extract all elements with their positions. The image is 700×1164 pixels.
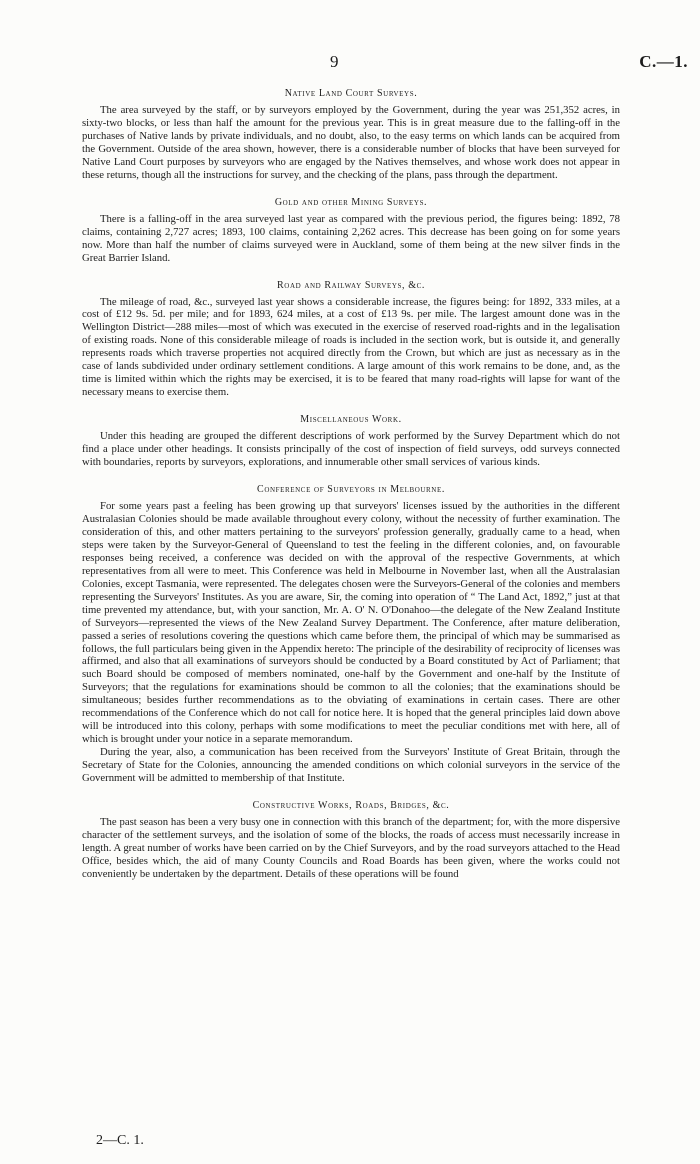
paragraph: There is a falling-off in the area surveyed last year as compared with the previous period, the figures being: 1892, 78 claims, containing 2,727 acres; 1893, 100 claims, containing 2,262 acres. This decrease has been going on for some years now. More than half the number of claims surveyed were in Auckland, some of them being at the new silver finds in the Great Barrier Island. (82, 212, 620, 264)
document-reference: C.—1. (639, 52, 688, 71)
paragraph: For some years past a feeling has been growing up that surveyors' licenses issued by the authorities in the different Australasian Colonies should be made available throughout every colony, without the necessity of further examination. The consideration of this, and other matters pertaining to the surveyors' profession generally, gradually came to a head, when steps were taken by the Surveyor-General of Queensland to test the feeling in the different colonies, and, on favourable responses being received, a conference was decided on with the approval of the respective Governments, at which representatives from all were to meet. This Conference was held in Melbourne in November last, when all the Australasian Colonies, except Tasmania, were represented. The delegates chosen were the Surveyors-General of the colonies and members representing the Surveyors' Institutes. As you are aware, Sir, the coming into operation of “ The Land Act, 1892,” just at that time prevented my attendance, but, with your sanction, Mr. A. O' N. O'Donahoo—the delegate of the New Zealand Institute of Surveyors—represented the views of the New Zealand Survey Department. The Conference, after mature deliberation, passed a series of resolutions covering the questions which came before them, the principal of which may be summarised as follows, the full particulars being given in the Appendix hereto: The principle of the desirability of reciprocity of licenses was affirmed, and also that all examinations of surveyors should be conducted by a Board constituted by Act of Parliament; that such Board should be composed of members nominated, one-half by the Government and one-half by the Institute of Surveyors; that the regulations for examinations should be common to all the colonies; that the examinations should be simultaneous; besides further recommendations as to the obviating of examinations in certain cases. There are other recommendations of the Conference which do not call for notice here. It is hoped that the general principles laid down above will be introduced into this colony, perhaps with some modifications to meet the peculiar conditions met with here, all of which is brought under your notice in a separate memorandum. (82, 500, 620, 746)
section-heading: Constructive Works, Roads, Bridges, &c. (252, 799, 450, 811)
section-heading: Native Land Court Surveys. (284, 88, 418, 99)
paragraph: During the year, also, a communication has been received from the Surveyors' Institute of Great Britain, through the Secretary of State for the Colonies, announcing the amended conditions on which colonial surveyors in the service of the Government will be admitted to membership of that Institute. (82, 746, 620, 785)
section-heading: Gold and other Mining Surveys. (274, 196, 428, 208)
section-heading: Miscellaneous Work. (300, 414, 402, 426)
section-conference (82, 484, 620, 785)
signature-mark: 2—C. 1. (96, 1133, 144, 1148)
section-native-land-court (82, 88, 620, 182)
section-heading: Conference of Surveyors in Melbourne. (257, 484, 445, 496)
section-mining-surveys (82, 197, 620, 265)
section-heading: Road and Railway Surveys, &c. (277, 279, 425, 291)
section-constructive-works (82, 800, 620, 881)
paragraph: The past season has been a very busy one in connection with this branch of the department; for, with the more dispersive character of the settlement surveys, and the isolation of some of the blocks, the roads of access must necessarily increase in length. A great number of works have been carried on by the Chief Surveyors, and by the road surveyors attached to the Head Office, besides which, the aid of many County Councils and Road Boards has been given, where the works could not conveniently be undertaken by the department. Details of these operations will be found (82, 815, 620, 880)
paragraph: The area surveyed by the staff, or by surveyors employed by the Government, during the year was 251,352 acres, in sixty-two blocks, or less than half the amount for the previous year. This is in great measure due to the falling-off in the purchases of Native lands by private individuals, and no doubt, also, to the easy terms on which lands can be acquired from the Government. Outside of the area shown, however, there is a considerable number of blocks that have been surveyed for Native Land Court purposes by surveyors who are engaged by the Natives themselves, and whose work does not appear in these returns, though all the instructions for survey, and the checking of the plans, pass through the department. (82, 104, 620, 181)
paragraph: Under this heading are grouped the different descriptions of work performed by the Survey Department which do not find a place under other headings. It consists principally of the cost of inspection of field surveys, odd surveys connected with boundaries, reports by surveyors, explorations, and innumerable other small services of various kinds. (82, 430, 620, 469)
page-number: 9 (330, 52, 339, 71)
section-road-railway (82, 280, 620, 400)
paragraph: The mileage of road, &c., surveyed last year shows a considerable increase, the figures being: for 1892, 333 miles, at a cost of £12 9s. 5d. per mile; and for 1893, 624 miles, at a cost of £13 9s. per mile. The largest amount done was in the Wellington District—288 miles—most of which was executed in the exercise of reserved road-rights and in the legalisation of existing roads. None of this considerable mileage of roads is included in the section work, but is outside it, and generally represents roads which traverse properties not acquired directly from the Crown, but which are just as necessary as in the case of lands subdivided under ordinary settlement conditions. A large amount of this work remains to be done, and, as the time is limited within which the rights may be exercised, it is to be feared that many road-rights will lapse for want of the necessary means to exercise them. (82, 295, 620, 399)
section-miscellaneous (82, 414, 620, 469)
document-body (82, 88, 620, 881)
page-header (0, 52, 700, 76)
